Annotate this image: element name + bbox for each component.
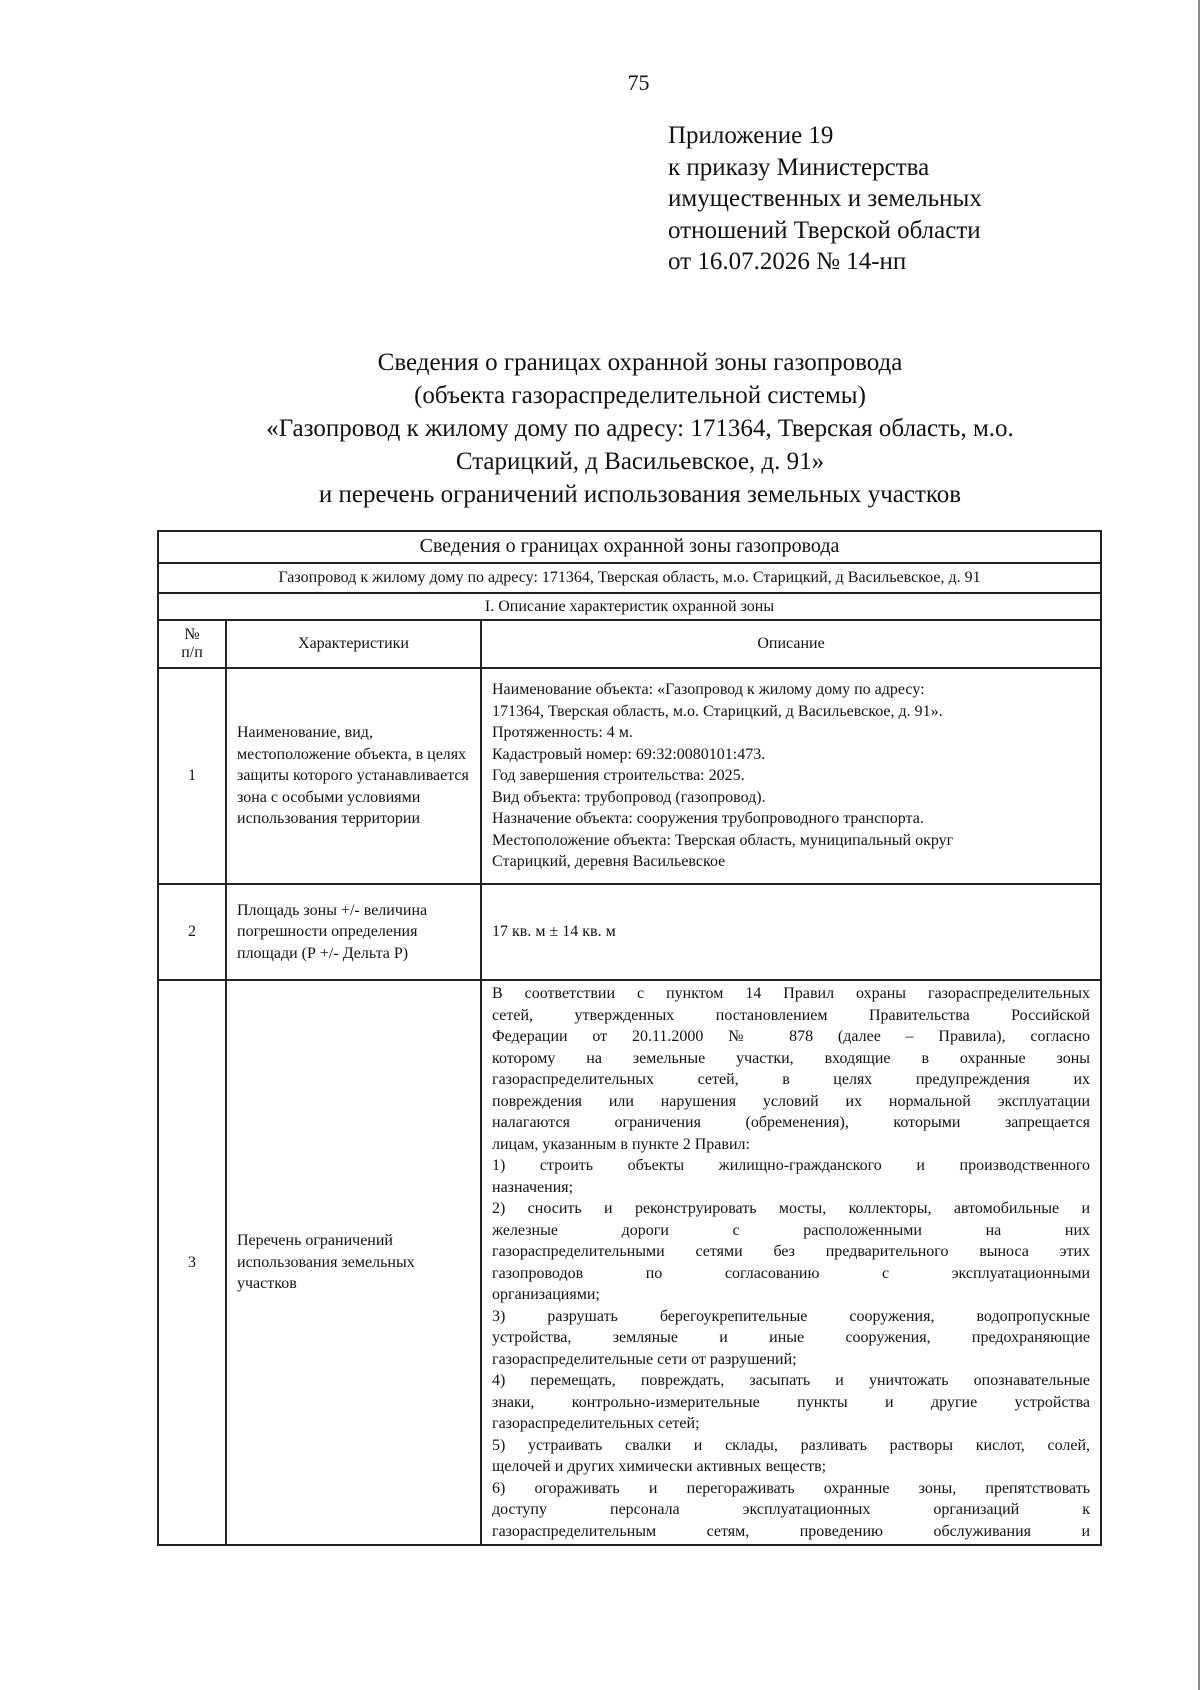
- description-line: железные дороги с расположенными на них: [492, 1221, 1091, 1239]
- description-line: Наименование объекта: «Газопровод к жилому дому по адресу:: [492, 681, 925, 699]
- appendix-line: от 16.07.2026 № 14-нп: [668, 248, 907, 275]
- appendix-line: отношений Тверской области: [668, 216, 981, 244]
- appendix-line: к приказу Министерства: [668, 153, 930, 181]
- description-line: Протяженность: 4 м.: [492, 724, 633, 742]
- description-line: щелочей и других химически активных веществ;: [492, 1458, 827, 1475]
- title-line: (объекта газораспределительной системы): [414, 382, 866, 409]
- table-section-title: I. Описание характеристик охранной зоны: [158, 593, 1101, 620]
- row-description: [481, 668, 1101, 884]
- description-line: В соответствии с пунктом 14 Правил охраны газораспределительных: [492, 985, 1091, 1002]
- description-line: Вид объекта: трубопровод (газопровод).: [492, 788, 766, 806]
- description-line: газораспределительные сети от разрушений;: [492, 1350, 797, 1368]
- row-number: 2: [158, 884, 226, 980]
- row-description: [481, 884, 1101, 980]
- description-line: 6) огораживать и перегораживать охранные зоны, препятствовать: [492, 1479, 1091, 1497]
- row-number: 3: [158, 980, 226, 1545]
- column-header-characteristics: Характеристики: [226, 620, 481, 668]
- description-line: налагаются ограничения (обременения), которыми запрещается: [492, 1114, 1091, 1131]
- zone-table: [157, 530, 1102, 1546]
- description-line: сетей, утвержденных постановлением Правительства Российской: [492, 1006, 1091, 1024]
- description-line: лицам, указанным в пункте 2 Правил:: [492, 1135, 750, 1153]
- description-line: Местоположение объекта: Тверская область, муниципальный округ: [492, 831, 954, 849]
- description-line: газораспределительным сетям, проведению обслуживания и: [492, 1522, 1091, 1540]
- table-row: [158, 668, 1101, 884]
- description-line: 4) перемещать, повреждать, засыпать и уничтожать опознавательные: [492, 1372, 1091, 1389]
- description-line: доступу персонала эксплуатационных организаций к: [492, 1501, 1091, 1518]
- description-line: газораспределительных сетей, в целях предупреждения их: [492, 1071, 1091, 1088]
- description-line: Кадастровый номер: 69:32:0080101:473.: [492, 745, 766, 763]
- row-number: 1: [158, 668, 226, 884]
- column-header-number: № п/п: [158, 620, 226, 668]
- description-line: которому на земельные участки, входящие в охранные зоны: [492, 1049, 1091, 1067]
- column-header-description: Описание: [481, 620, 1101, 668]
- title-line: Старицкий, д Васильевское, д. 91»: [455, 448, 825, 475]
- description-line: повреждения или нарушения условий их нормальной эксплуатации: [492, 1092, 1091, 1110]
- title-line: «Газопровод к жилому дому по адресу: 171364, Тверская область, м.о.: [266, 415, 1014, 442]
- document-title: [150, 346, 1130, 511]
- description-line: 1) строить объекты жилищно-гражданского и производственного: [492, 1157, 1091, 1174]
- description-line: устройства, земляные и иные сооружения, предохраняющие: [492, 1329, 1091, 1346]
- row-characteristic: Перечень ограничений использования земельных участков: [226, 980, 481, 1545]
- row-description: [481, 980, 1101, 1545]
- table-header-object: Газопровод к жилому дому по адресу: 171364, Тверская область, м.о. Старицкий, д Васильевское, д. 91: [158, 563, 1101, 593]
- description-line: 17 кв. м ± 14 кв. м: [492, 923, 616, 941]
- description-line: 171364, Тверская область, м.о. Старицкий, д Васильевское, д. 91».: [492, 702, 943, 720]
- appendix-line: имущественных и земельных: [668, 185, 982, 212]
- description-line: знаки, контрольно-измерительные пункты и другие устройства: [492, 1393, 1091, 1411]
- page-number: 75: [627, 70, 650, 95]
- row-characteristic: Площадь зоны +/- величина погрешности определения площади (Р +/- Дельта Р): [226, 884, 481, 980]
- table-header-title: Сведения о границах охранной зоны газопровода: [158, 531, 1101, 563]
- description-line: 5) устраивать свалки и склады, разливать растворы кислот, солей,: [492, 1436, 1091, 1454]
- appendix-line: Приложение 19: [668, 122, 834, 149]
- description-line: Назначение объекта: сооружения трубопроводного транспорта.: [492, 810, 924, 828]
- row-characteristic: Наименование, вид, местоположение объекта, в целях защиты которого устанавливается зона с особыми условиями использования территории: [226, 668, 481, 884]
- description-line: назначения;: [492, 1178, 574, 1196]
- description-line: организациями;: [492, 1286, 600, 1303]
- description-line: Федерации от 20.11.2000 № 878 (далее – Правила), согласно: [492, 1028, 1091, 1045]
- description-line: газопроводов по согласованию с эксплуатационными: [492, 1264, 1091, 1282]
- description-line: 2) сносить и реконструировать мосты, коллекторы, автомобильные и: [492, 1200, 1091, 1217]
- appendix-block: [668, 120, 1148, 278]
- description-line: Старицкий, деревня Васильевское: [492, 853, 726, 871]
- description-line: газораспределительными сетями без предварительного выноса этих: [492, 1243, 1091, 1260]
- description-line: Год завершения строительства: 2025.: [492, 767, 745, 785]
- title-line: Сведения о границах охранной зоны газопровода: [377, 349, 903, 376]
- table-row: [158, 884, 1101, 980]
- description-line: газораспределительных сетей;: [492, 1415, 700, 1432]
- table-row: [158, 980, 1101, 1545]
- title-line: и перечень ограничений использования земельных участков: [318, 481, 962, 508]
- description-line: 3) разрушать берегоукрепительные сооружения, водопропускные: [492, 1307, 1091, 1325]
